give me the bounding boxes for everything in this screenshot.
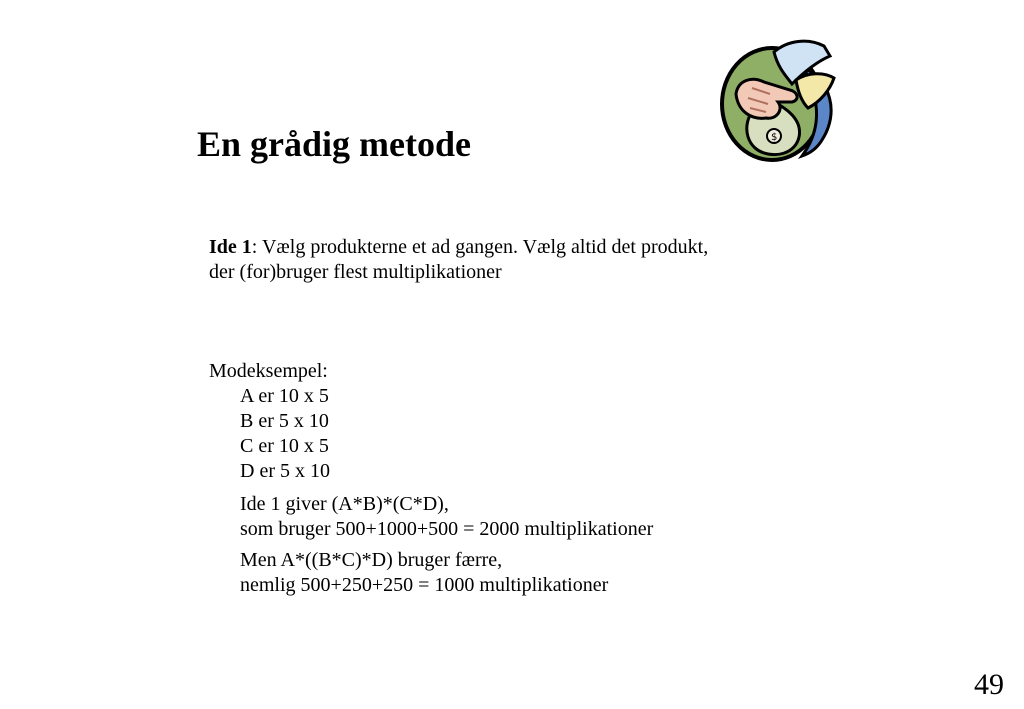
- idea-line-2: der (for)bruger flest multiplikationer: [209, 261, 502, 283]
- idea-label: Ide 1: [209, 236, 252, 258]
- idea-result-line-2: som bruger 500+1000+500 = 2000 multiplikationer: [240, 518, 654, 540]
- idea-result-line-1: Ide 1 giver (A*B)*(C*D),: [240, 493, 449, 515]
- matrix-item-b: B er 5 x 10: [240, 410, 329, 432]
- matrix-item-c: C er 10 x 5: [240, 435, 329, 457]
- better-result: [240, 548, 849, 598]
- matrix-item-d: D er 5 x 10: [240, 460, 330, 482]
- page-number: 49: [974, 668, 1004, 701]
- hand-with-money-bag-icon: [712, 28, 850, 162]
- idea-result: [240, 492, 849, 542]
- idea-paragraph: [209, 235, 849, 285]
- matrix-item-a: A er 10 x 5: [240, 385, 329, 407]
- slide-title: En grådig metode: [197, 124, 471, 164]
- slide-body: [209, 235, 849, 598]
- svg-text:$: $: [771, 132, 778, 143]
- idea-line-1: : Vælg produkterne et ad gangen. Vælg altid det produkt,: [251, 236, 709, 258]
- example-heading: Modeksempel:: [209, 360, 328, 382]
- matrix-list: [209, 384, 849, 598]
- better-result-line-2: nemlig 500+250+250 = 1000 multiplikationer: [240, 574, 609, 596]
- better-result-line-1: Men A*((B*C)*D) bruger færre,: [240, 549, 503, 571]
